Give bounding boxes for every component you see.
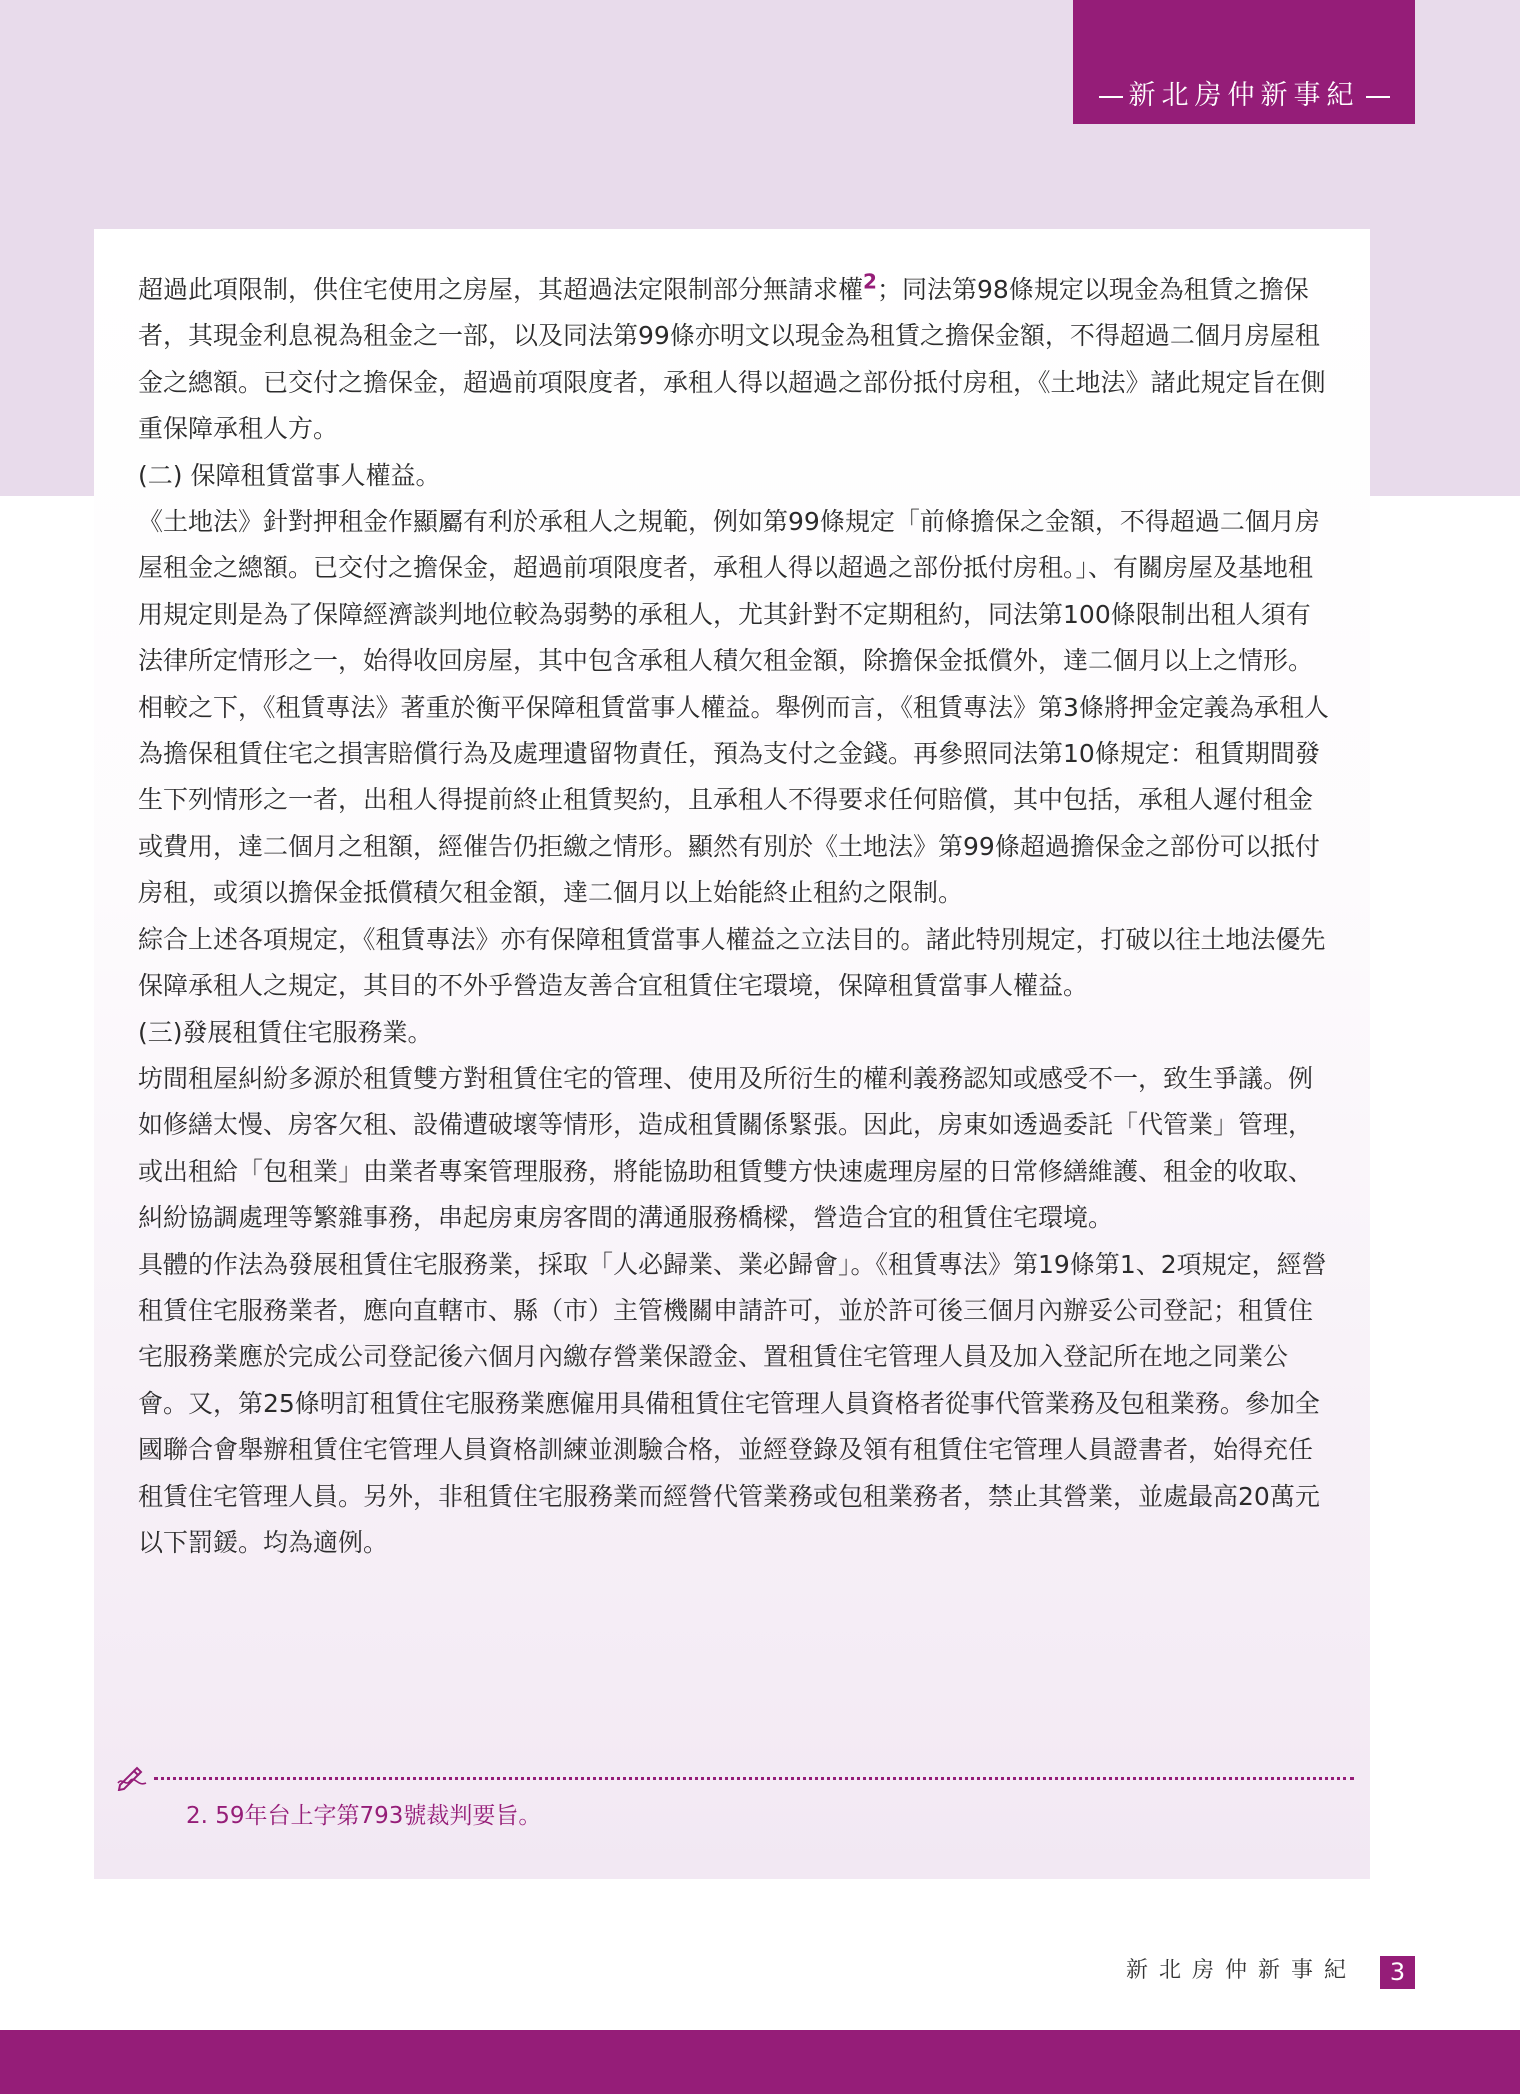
page-number: 3: [1380, 1956, 1415, 1989]
paragraph-1: [138, 267, 1334, 453]
section-heading-2: (二) 保障租賃當事人權益。: [138, 460, 441, 490]
pen-writing-icon: [116, 1763, 150, 1791]
footer-label: 新北房仲新事紀: [1125, 1958, 1357, 1983]
paragraph-4: 坊間租屋糾紛多源於租賃雙方對租賃住宅的管理、使用及所衍生的權利義務認知或感受不一，致生爭議。例如修繕太慢、房客欠租、設備遭破壞等情形，造成租賃關係緊張。因此，房東如透過委託「代管業」管理，或出租給「包租業」由業者專案管理服務，將能協助租賃雙方快速處理房屋的日常修繕維護、租金的收取、糾紛協調處理等繁雜事務，串起房東房客間的溝通服務橋樑，營造合宜的租賃住宅環境。: [138, 1063, 1314, 1233]
paragraph-1-part-b: ；同法第98條規定以現金為租賃之擔保者，其現金利息視為租金之一部，以及同法第99條亦明文以現金為租賃之擔保金額，不得超過二個月房屋租金之總額。已交付之擔保金，超過前項限度者，承租人得以超過之部份抵付房租，《土地法》諸此規定旨在側重保障承租人方。: [138, 275, 1326, 444]
article-body: [138, 267, 1334, 1566]
footnote-text: 2. 59年台上字第793號裁判要旨。: [186, 1803, 542, 1829]
bottom-decorative-band: [0, 2030, 1520, 2094]
header-title: [1073, 73, 1415, 112]
header-dash-right: [1366, 96, 1390, 98]
paragraph-5: 具體的作法為發展租賃住宅服務業，採取「人必歸業、業必歸會」。《租賃專法》第19條第1、2項規定，經營租賃住宅服務業者，應向直轄市、縣（市）主管機關申請許可，並於許可後三個月內辦妥公司登記；租賃住宅服務業應於完成公司登記後六個月內繳存營業保證金、置租賃住宅管理人員及加入登記所在地之同業公會。又，第25條明訂租賃住宅服務業應僱用具備租賃住宅管理人員資格者從事代管業務及包租業務。參加全國聯合會舉辦租賃住宅管理人員資格訓練並測驗合格，並經登錄及領有租賃住宅管理人員證書者，始得充任租賃住宅管理人員。另外，非租賃住宅服務業而經營代管業務或包租業務者，禁止其營業，並處最高20萬元以下罰鍰。均為適例。: [138, 1249, 1327, 1557]
paragraph-1-part-a: 超過此項限制，供住宅使用之房屋，其超過法定限制部分無請求權: [138, 275, 864, 304]
header-title-text: 新北房仲新事紀: [1128, 80, 1360, 111]
paragraph-2: 《土地法》針對押租金作顯屬有利於承租人之規範，例如第99條規定「前條擔保之金額，不得超過二個月房屋租金之總額。已交付之擔保金，超過前項限度者，承租人得以超過之部份抵付房租。」、有關房屋及基地租用規定則是為了保障經濟談判地位較為弱勢的承租人，尤其針對不定期租約，同法第100條限制出租人須有法律所定情形之一，始得收回房屋，其中包含承租人積欠租金額，除擔保金抵償外，達二個月以上之情形。相較之下，《租賃專法》著重於衡平保障租賃當事人權益。舉例而言，《租賃專法》第3條將押金定義為承租人為擔保租賃住宅之損害賠償行為及處理遺留物責任，預為支付之金錢。再參照同法第10條規定：租賃期間發生下列情形之一者，出租人得提前終止租賃契約，且承租人不得要求任何賠償，其中包括，承租人遲付租金或費用，達二個月之租額，經催告仍拒繳之情形。顯然有別於《土地法》第99條超過擔保金之部份可以抵付房租，或須以擔保金抵償積欠租金額，達二個月以上始能終止租約之限制。: [138, 507, 1329, 908]
paragraph-3: 綜合上述各項規定，《租賃專法》亦有保障租賃當事人權益之立法目的。諸此特別規定，打破以往土地法優先保障承租人之規定，其目的不外乎營造友善合宜租賃住宅環境，保障租賃當事人權益。: [138, 924, 1326, 1001]
dotted-line: [154, 1777, 1354, 1780]
footnote-separator: [116, 1763, 1354, 1791]
section-heading-3: (三)發展租賃住宅服務業。: [138, 1017, 433, 1047]
header-tab: [1073, 0, 1415, 124]
content-card: [94, 229, 1370, 1879]
header-dash-left: [1099, 96, 1123, 98]
footnote-reference: 2: [863, 269, 877, 294]
